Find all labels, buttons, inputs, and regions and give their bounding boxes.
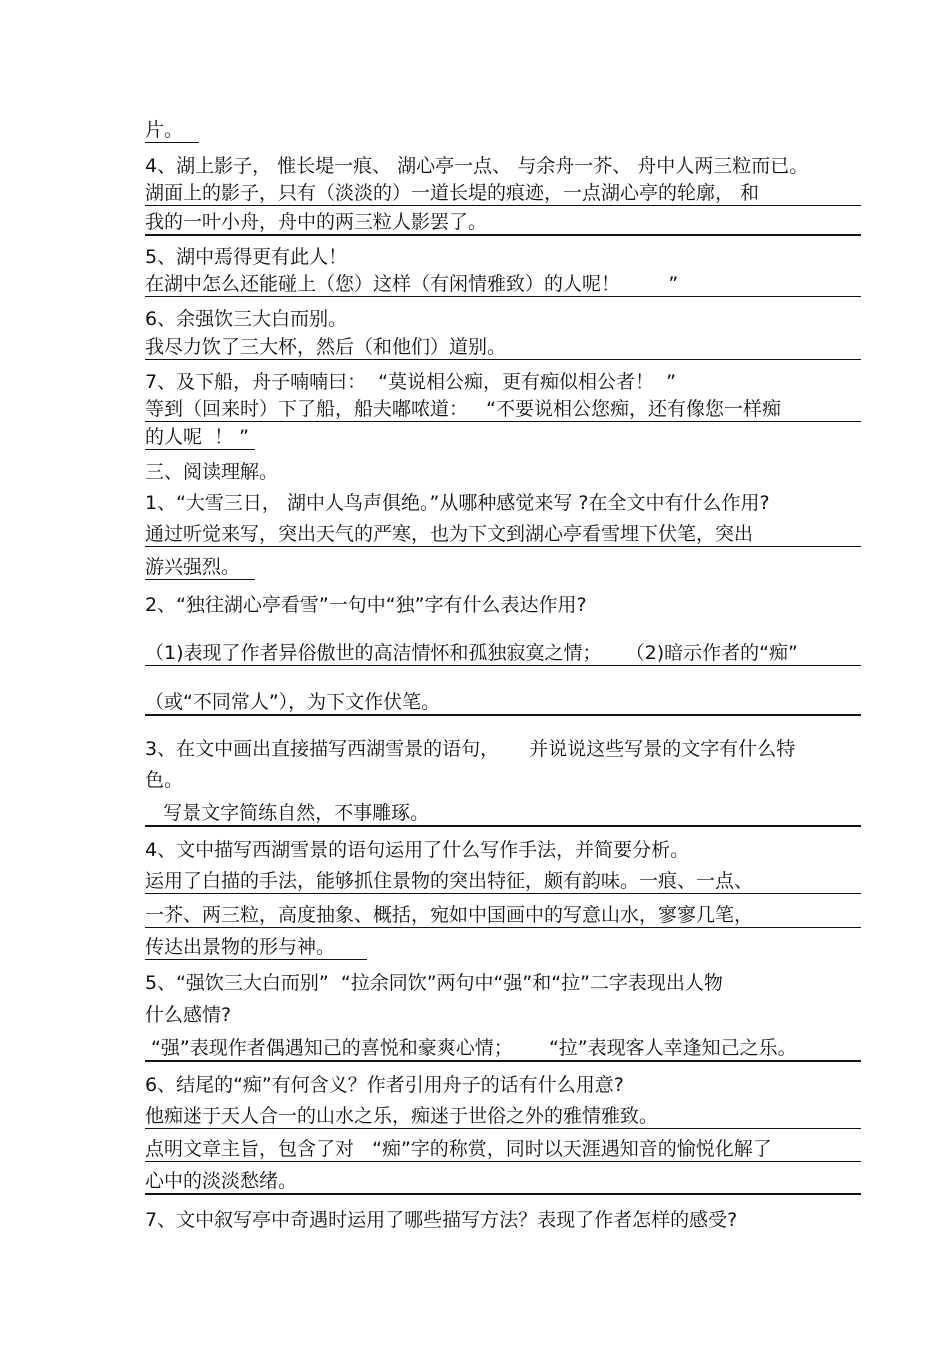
question-line: 4、文中描写西湖雪景的语句运用了什么写作手法，并简要分析。: [145, 839, 690, 861]
question-line: 1、“大雪三日， 湖中人鸟声俱绝。”从哪种感觉来写 ?在全文中有什么作用?: [145, 492, 770, 514]
question-line: 6、结尾的“痴”有何含义？作者引用舟子的话有什么用意?: [145, 1074, 624, 1096]
answer-line: 心中的淡淡愁绪。: [145, 1169, 861, 1195]
answer-line: 写景文字简练自然，不事雕琢。: [145, 801, 861, 827]
answer-line: 我尽力饮了三大杯，然后（和他们）道别。: [145, 335, 861, 360]
answer-line: 他痴迷于天人合一的山水之乐，痴迷于世俗之外的雅情雅致。: [145, 1104, 861, 1129]
answer-line: 运用了白描的手法，能够抓住景物的突出特征，颇有韵味。一痕、一点、: [145, 869, 861, 894]
question-line: 色。: [145, 769, 184, 791]
question-line: 三、阅读理解。: [145, 461, 279, 483]
answer-line: 点明文章主旨，包含了对 “痴”字的称赏，同时以天涯遇知音的愉悦化解了: [145, 1137, 861, 1162]
answer-line: 游兴强烈。: [145, 555, 255, 580]
question-line: 什么感情?: [145, 1004, 232, 1026]
question-line: 6、余强饮三大白而别。: [145, 308, 348, 330]
question-line: 7、及下船，舟子喃喃曰： “莫说相公痴，更有痴似相公者！ ”: [145, 371, 676, 393]
answer-line: “强”表现作者偶遇知己的喜悦和豪爽心情； “拉”表现客人幸逢知己之乐。: [145, 1036, 861, 1062]
answer-line: 传达出景物的形与神。: [145, 935, 367, 960]
answer-line: 我的一叶小舟，舟中的两三粒人影罢了。: [145, 210, 861, 236]
question-line: 5、湖中焉得更有此人！: [145, 246, 348, 268]
question-line: 4、湖上影子， 惟长堤一痕、 湖心亭一点、 与余舟一芥、 舟中人两三粒而已。: [145, 155, 809, 177]
answer-line: 片。: [145, 118, 199, 143]
answer-line: 的人呢 ！ ”: [145, 425, 255, 450]
answer-line: 在湖中怎么还能碰上（您）这样（有闲情雅致）的人呢！ ”: [145, 272, 861, 297]
question-line: 3、在文中画出直接描写西湖雪景的语句， 并说说这些写景的文字有什么特: [145, 738, 796, 760]
answer-line: 湖面上的影子，只有（淡淡的）一道长堤的痕迹，一点湖心亭的轮廓， 和: [145, 181, 861, 206]
question-line: 2、“独往湖心亭看雪”一句中“独”字有什么表达作用?: [145, 594, 587, 616]
answer-line: 通过听觉来写，突出天气的严寒，也为下文到湖心亭看雪埋下伏笔，突出: [145, 522, 861, 547]
question-line: 5、“强饮三大白而别” “拉余同饮”两句中“强”和“拉”二字表现出人物: [145, 972, 723, 994]
answer-line: （或“不同常人”），为下文作伏笔。: [145, 690, 861, 716]
answer-line: 一芥、两三粒，高度抽象、概括，宛如中国画中的写意山水，寥寥几笔，: [145, 903, 861, 928]
answer-line: 等到（回来时）下了船，船夫嘟哝道： “不要说相公您痴，还有像您一样痴: [145, 397, 861, 422]
question-line: 7、文中叙写亭中奇遇时运用了哪些描写方法？表现了作者怎样的感受?: [145, 1209, 738, 1231]
answer-line: （1)表现了作者异俗傲世的高洁情怀和孤独寂寞之情； （2)暗示作者的“痴”: [145, 641, 861, 666]
